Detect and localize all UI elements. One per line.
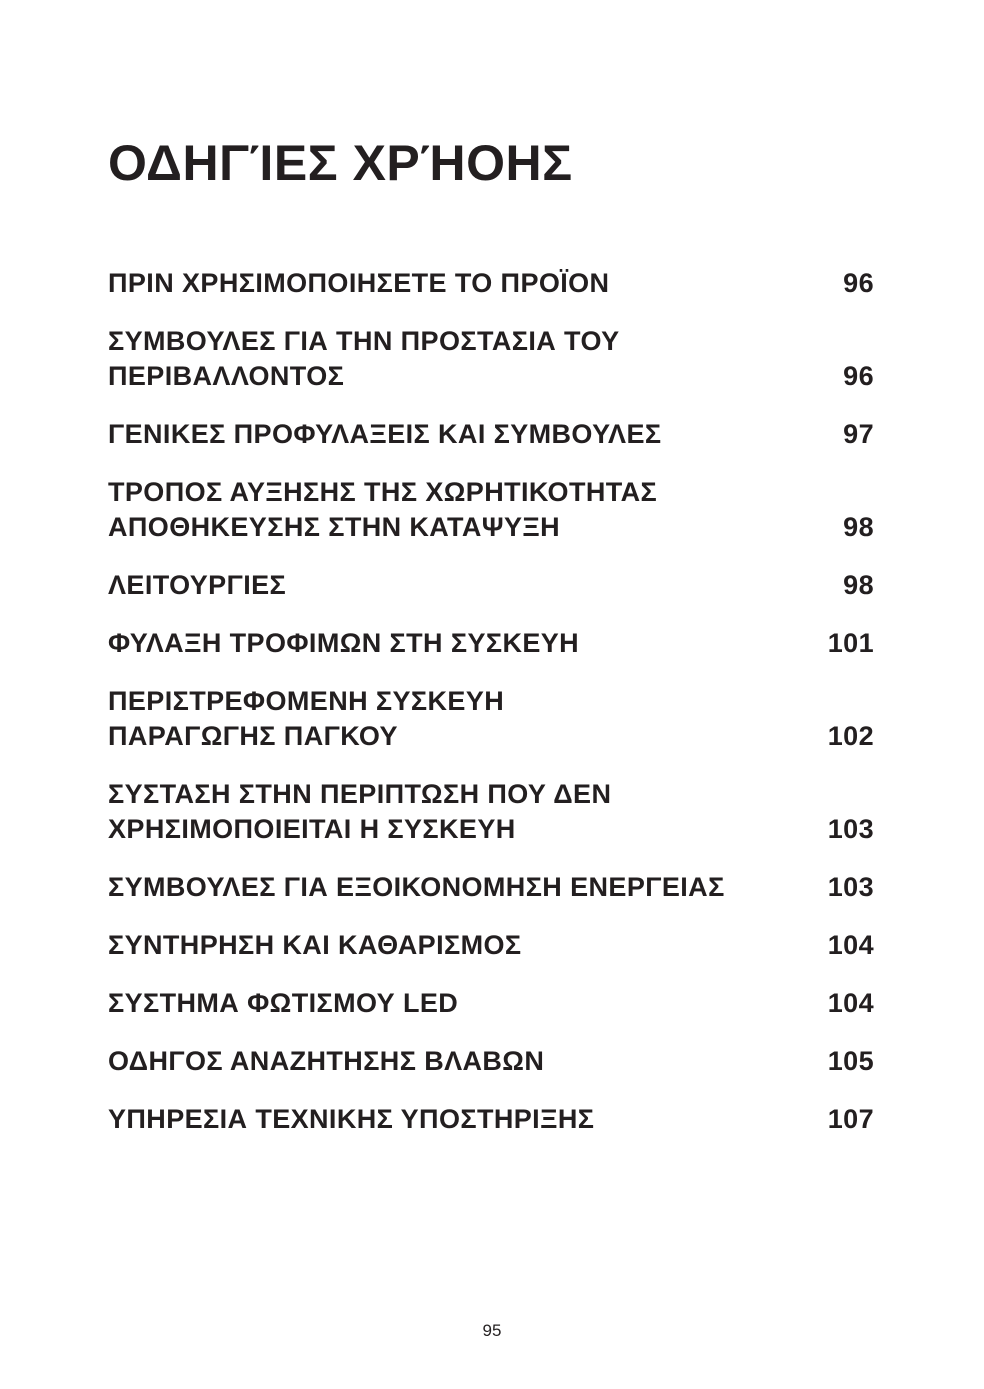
toc-entry-title-line: ΤΡΟΠΟΣ ΑΥΞΗΣΗΣ ΤΗΣ ΧΩΡΗΤΙΚΟΤΗΤΑΣ: [108, 477, 658, 507]
page-title: ΟΔΗΓΊΕΣ ΧΡΉΟΗΣ: [108, 135, 573, 191]
toc-entry-page: 98: [843, 570, 874, 600]
toc-entry: [108, 777, 874, 847]
toc-entry-title: [108, 1102, 594, 1137]
toc-entry-title-line: ΑΠΟΘΗΚΕΥΣΗΣ ΣΤΗΝ ΚΑΤΑΨΥΞΗ: [108, 512, 561, 542]
toc-entry-page: 98: [843, 512, 874, 542]
toc-entry: [108, 568, 874, 603]
toc-entry-title-line: ΛΕΙΤΟΥΡΓΙΕΣ: [108, 570, 287, 600]
toc-entry-title: [108, 777, 611, 847]
toc-entry-title-line: ΥΠΗΡΕΣΙΑ ΤΕΧΝΙΚΗΣ ΥΠΟΣΤΗΡΙΞΗΣ: [108, 1104, 595, 1134]
toc-entry-page: 96: [843, 361, 874, 391]
toc-entry-title: [108, 626, 579, 661]
toc-entry-title: [108, 928, 521, 963]
toc-entry-title: [108, 986, 458, 1021]
toc-entry: [108, 266, 874, 301]
toc-entry-page: 101: [827, 628, 874, 658]
toc-entry-title: [108, 475, 657, 545]
toc-entry: [108, 417, 874, 452]
toc-entry-title-line: ΓΕΝΙΚΕΣ ΠΡΟΦΥΛΑΞΕΙΣ ΚΑΙ ΣΥΜΒΟΥΛΕΣ: [108, 419, 662, 449]
toc-entry: [108, 1102, 874, 1137]
toc-entry-title-line: ΣΥΣΤΑΣΗ ΣΤΗΝ ΠΕΡΙΠΤΩΣΗ ΠΟΥ ΔΕΝ: [108, 779, 612, 809]
toc-entry: [108, 324, 874, 394]
page-number: 95: [482, 1321, 502, 1340]
toc-entry-page: 104: [827, 988, 874, 1018]
toc-entry-page: 105: [827, 1046, 874, 1076]
toc-entry-title-line: ΠΕΡΙΣΤΡΕΦΟΜΕΝΗ ΣΥΣΚΕΥΗ: [108, 686, 505, 716]
toc-entry-page: 103: [827, 814, 874, 844]
toc-entry-title: [108, 1044, 544, 1079]
toc-entry-page: 97: [843, 419, 874, 449]
toc-entry-title-line: ΦΥΛΑΞΗ ΤΡΟΦΙΜΩΝ ΣΤΗ ΣΥΣΚΕΥΗ: [108, 628, 580, 658]
toc-entry: [108, 928, 874, 963]
toc-entry: [108, 626, 874, 661]
toc-entry-title: [108, 266, 609, 301]
toc-entry-page: 96: [843, 268, 874, 298]
toc-entry: [108, 684, 874, 754]
toc-entry-title-line: ΧΡΗΣΙΜΟΠΟΙΕΙΤΑΙ Η ΣΥΣΚΕΥΗ: [108, 814, 516, 844]
toc-entry-title-line: ΟΔΗΓΟΣ ΑΝΑΖΗΤΗΣΗΣ ΒΛΑΒΩΝ: [108, 1046, 545, 1076]
toc-entry-title-line: ΣΥΜΒΟΥΛΕΣ ΓΙΑ ΕΞΟΙΚΟΝΟΜΗΣΗ ΕΝΕΡΓΕΙΑΣ: [108, 872, 725, 902]
table-of-contents: [108, 266, 874, 1160]
toc-entry-title: [108, 568, 286, 603]
toc-entry: [108, 870, 874, 905]
toc-entry-title-line: ΣΥΜΒΟΥΛΕΣ ΓΙΑ ΤΗΝ ΠΡΟΣΤΑΣΙΑ ΤΟΥ: [108, 326, 620, 356]
toc-entry-page: 103: [827, 872, 874, 902]
toc-entry-title-line: ΠΕΡΙΒΑΛΛΟΝΤΟΣ: [108, 361, 345, 391]
toc-entry-title-line: ΠΑΡΑΓΩΓΗΣ ΠΑΓΚΟΥ: [108, 721, 398, 751]
toc-entry: [108, 475, 874, 545]
toc-entry-page: 102: [827, 721, 874, 751]
toc-entry-page: 104: [827, 930, 874, 960]
toc-entry-title: [108, 684, 504, 754]
toc-entry-title: [108, 324, 620, 394]
toc-entry-title-line: ΠΡΙΝ ΧΡΗΣΙΜΟΠΟΙΗΣΕΤΕ ΤΟ ΠΡΟΪΟΝ: [108, 268, 610, 298]
toc-entry-page: 107: [827, 1104, 874, 1134]
toc-entry-title-line: ΣΥΝΤΗΡΗΣΗ ΚΑΙ ΚΑΘΑΡΙΣΜΟΣ: [108, 930, 522, 960]
toc-entry-title: [108, 870, 725, 905]
toc-entry: [108, 986, 874, 1021]
toc-entry-title: [108, 417, 661, 452]
toc-entry: [108, 1044, 874, 1079]
toc-entry-title-line: ΣΥΣΤΗΜΑ ΦΩΤΙΣΜΟΥ LED: [108, 988, 459, 1018]
